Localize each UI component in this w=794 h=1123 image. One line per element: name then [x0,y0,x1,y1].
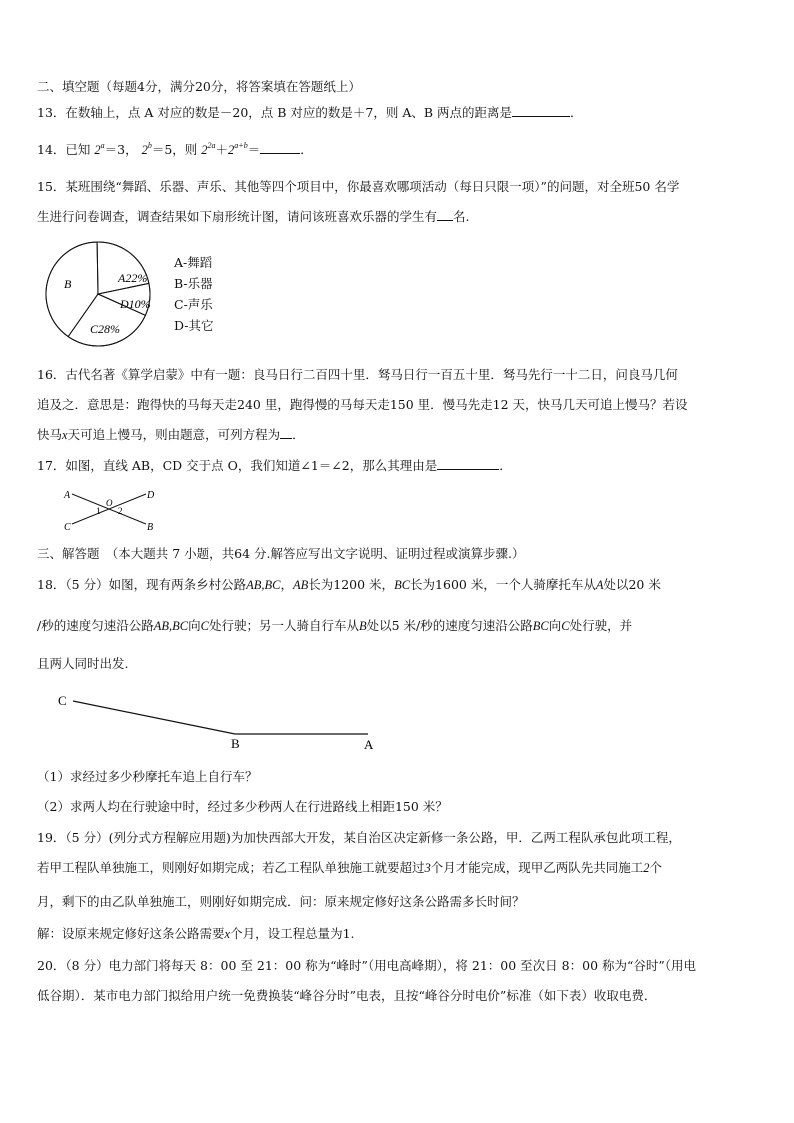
answer-blank [260,141,300,154]
pie-chart [30,236,180,351]
answer-blank [512,104,570,117]
pie-slice-label-4: C28% [90,322,120,336]
question-16-line-2: 追及之．意思是：跑得快的马每天走240 里，跑得慢的马每天走150 里．慢马先走12 天，快马几天可追上慢马？若设 [37,397,688,412]
label-c: C [58,693,67,708]
label-b: B [147,522,154,533]
question-19-line-4: 解：设原来规定修好这条公路需要x个月，设工程总量为1. [37,926,355,941]
label-o: O [106,498,113,508]
question-16-line-1: 16．古代名著《算学启蒙》中有一题：良马日行二百四十里．驽马日行一百五十里．驽马先行一十二日，问良马几何 [37,367,678,382]
road-figure [55,688,395,750]
question-13: 13．在数轴上，点 A 对应的数是－20，点 B 对应的数是＋7，则 A、B 两点的距离是 ． [37,105,583,120]
answer-blank [437,457,499,470]
pie-slice-label-2: A22% [118,271,148,285]
label-a: A [64,490,71,501]
question-18-line-3: 且两人同时出发. [37,656,129,671]
question-14: 14．已知 $2^a=3$， $2^b=5$，则 $2^{2a}+2^{a+b}=$ ． [37,141,313,157]
answer-blank [437,208,453,221]
pie-slices [46,242,151,346]
question-18-line-1: 18．（5 分）如图，现有两条乡村公路AB,BC，AB长为1200 米，BC长为1600 米，一个人骑摩托车从A处以20 米 [37,577,661,592]
legend-item-a: A-舞蹈 [174,255,213,270]
question-15-line-1: 15．某班围绕“舞蹈、乐器、声乐、其他等四个项目中，你最喜欢哪项活动（每日只限一项）”的问题，对全班50 名学 [37,179,680,194]
label-c: C [64,522,71,533]
question-15-line-2: 生进行问卷调查，调查结果如下扇形统计图，请问该班喜欢乐器的学生有 名. [37,209,470,224]
pie-slice-label-1: B [64,277,72,291]
legend-item-b: B-乐器 [174,276,213,291]
intersecting-lines-figure [60,484,160,534]
label-d: D [147,490,155,501]
section-2-heading: 二、填空题（每题4分，满分20分，将答案填在答题纸上） [37,79,361,94]
answer-blank [280,426,292,439]
question-20-line-1: 20．（8 分）电力部门将每天 8：00 至 21：00 称为“峰时”（用电高峰期），将 21：00 至次日 8：00 称为“谷时”（用电 [37,958,697,973]
label-angle-2: 2 [118,506,123,516]
legend-item-c: C-声乐 [174,297,213,312]
road-bc [73,701,235,734]
question-18-line-2: /秒的速度匀速沿公路AB,BC向C处行驶；另一人骑自行车从B处以5 米/秒的速度匀速沿公路BC向C处行驶，并 [37,618,633,633]
question-20-line-2: 低谷期）．某市电力部门拟给用户统一免费换装“峰谷分时”电表，且按“峰谷分时电价”标准（如下表）收取电费． [37,988,657,1003]
question-18-sub-1: （1）求经过多少秒摩托车追上自行车？ [37,769,258,784]
legend-item-d: D-其它 [174,318,214,333]
question-19-line-2: 若甲工程队单独施工，则刚好如期完成；若乙工程队单独施工就要超过3个月才能完成，现甲乙两队先共同施工2个 [37,860,663,875]
label-b: B [231,736,240,750]
label-a: A [364,737,374,750]
pie-slice-2 [97,242,149,294]
question-18-sub-2: （2）求两人均在行驶途中时，经过多少秒两人在行进路线上相距150 米？ [37,799,448,814]
question-17: 17．如图，直线 AB，CD 交于点 O，我们知道∠1＝∠2，那么其理由是 ． [37,458,512,473]
question-16-line-3: 快马x天可追上慢马，则由题意，可列方程为 ． [37,427,305,442]
label-angle-1: 1 [96,506,101,516]
pie-slice-label-3: D10% [120,297,151,311]
pie-legend [174,252,213,336]
section-3-heading: 三、解答题 （本大题共 7 小题，共64 分.解答应写出文字说明、证明过程或演算步骤.） [37,546,525,561]
question-19-line-3: 月，剩下的由乙队单独施工，则刚好如期完成．问：原来规定修好这条公路需多长时间？ [37,894,525,909]
question-19-line-1: 19．（5 分）(列分式方程解应用题)为加快西部大开发，某自治区决定新修一条公路，甲．乙两工程队承包此项工程， [37,830,681,845]
